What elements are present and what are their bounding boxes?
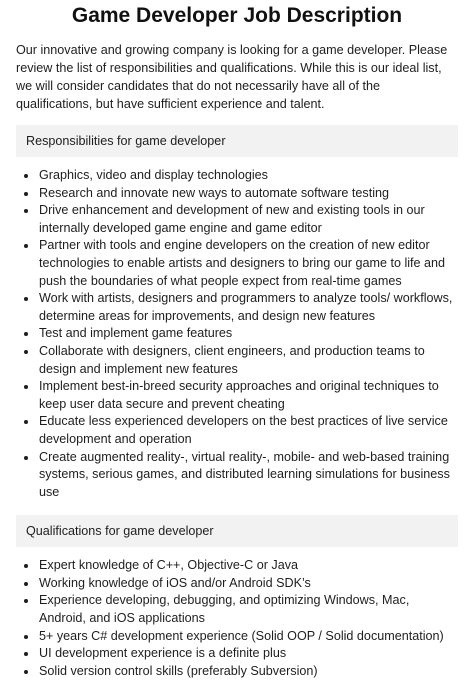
list-item xyxy=(16,202,458,237)
responsibilities-list xyxy=(16,167,458,501)
bullet-icon xyxy=(24,599,28,603)
list-item-text: Educate less experienced developers on the best practices of live service development and operation xyxy=(39,414,448,446)
list-item xyxy=(16,557,458,575)
list-item xyxy=(16,413,458,448)
intro-paragraph: Our innovative and growing company is looking for a game developer. Please review the list of responsibilities and qualifications. While this is our ideal list, we will consider candidates that do not necessarily have all of the qualifications, but have sufficient experience and talent. xyxy=(16,43,448,111)
list-item xyxy=(16,185,458,203)
bullet-icon xyxy=(24,192,28,196)
list-item xyxy=(16,325,458,343)
list-item xyxy=(16,575,458,593)
list-item-text: Expert knowledge of C++, Objective-C or Java xyxy=(39,558,298,573)
list-item-text: Research and innovate new ways to automate software testing xyxy=(39,185,390,200)
responsibilities-heading: Responsibilities for game developer xyxy=(26,134,226,148)
list-item xyxy=(16,628,458,646)
bullet-icon xyxy=(24,652,28,656)
bullet-icon xyxy=(24,385,28,389)
list-item xyxy=(16,592,458,627)
list-item xyxy=(16,167,458,185)
list-item-text: Experience developing, debugging, and optimizing Windows, Mac, Android, and iOS applications xyxy=(39,593,410,626)
list-item-text: Test and implement game features xyxy=(39,326,233,341)
list-item xyxy=(16,343,458,378)
bullet-icon xyxy=(24,456,28,460)
qualifications-list xyxy=(16,557,458,680)
list-item-text: Working knowledge of iOS and/or Android SDK’s xyxy=(39,575,311,590)
bullet-icon xyxy=(24,582,28,586)
bullet-icon xyxy=(24,350,28,354)
bullet-icon xyxy=(24,174,28,178)
page-title: Game Developer Job Description xyxy=(71,4,403,27)
bullet-icon xyxy=(24,332,28,336)
bullet-icon xyxy=(24,635,28,639)
qualifications-header xyxy=(16,515,458,547)
responsibilities-header xyxy=(16,125,458,157)
list-item xyxy=(16,378,458,413)
bullet-icon xyxy=(24,209,28,213)
list-item-text: UI development experience is a definite plus xyxy=(39,646,287,661)
list-item-text: Drive enhancement and development of new and existing tools in our internally developed game engine and game editor xyxy=(39,203,425,235)
bullet-icon xyxy=(24,420,28,424)
list-item-text: Implement best-in-breed security approaches and original techniques to keep user data secure and prevent cheating xyxy=(39,379,439,411)
list-item-text: Collaborate with designers, client engineers, and production teams to design and implement new features xyxy=(39,343,425,376)
list-item-text: Solid version control skills (preferably Subversion) xyxy=(39,663,318,678)
list-item-text: Partner with tools and engine developers on the creation of new editor technologies to enable artists and designers to bring our game to life and push the boundaries of what people expect from real-time games xyxy=(39,238,446,288)
list-item xyxy=(16,237,458,290)
list-item xyxy=(16,663,458,680)
list-item-text: Create augmented reality-, virtual reality-, mobile- and web-based training systems, serious games, and distributed learning simulations for business use xyxy=(39,449,450,499)
list-item-text: 5+ years C# development experience (Solid OOP / Solid documentation) xyxy=(39,628,444,643)
qualifications-heading: Qualifications for game developer xyxy=(26,524,214,539)
list-item xyxy=(16,290,458,325)
bullet-icon xyxy=(24,297,28,301)
list-item xyxy=(16,449,458,502)
list-item xyxy=(16,645,458,663)
bullet-icon xyxy=(24,670,28,674)
list-item-text: Graphics, video and display technologies xyxy=(39,168,268,182)
bullet-icon xyxy=(24,244,28,248)
list-item-text: Work with artists, designers and programmers to analyze tools/ workflows, determine areas for improvements, and design new features xyxy=(39,291,453,323)
bullet-icon xyxy=(24,564,28,568)
